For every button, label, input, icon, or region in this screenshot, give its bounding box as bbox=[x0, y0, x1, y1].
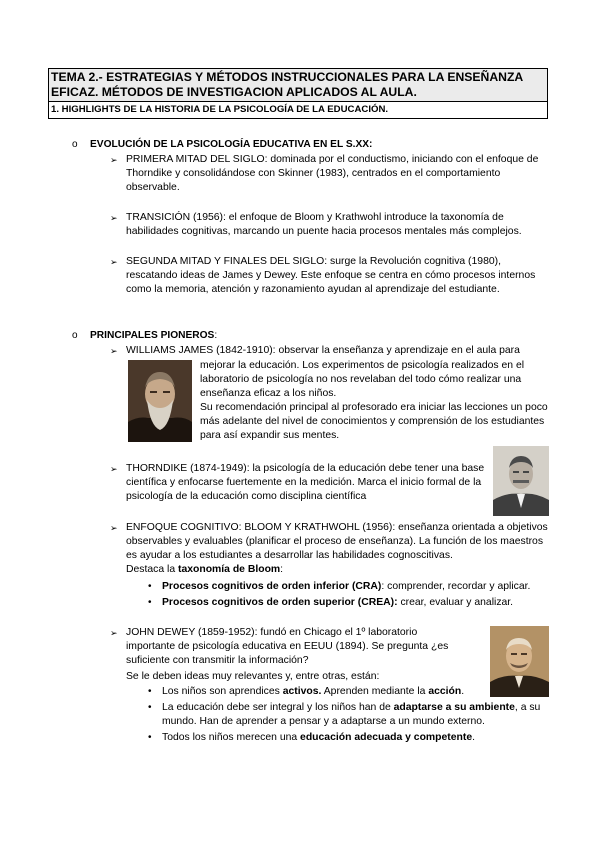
arrow-bullet-icon: ➢ bbox=[110, 464, 118, 474]
list-item-text: SEGUNDA MITAD Y FINALES DEL SIGLO: surge la Revolución cognitiva (1980), rescatando ideas de James y Dewey. Este enfoque se centra en cómo procesos internos como la memoria, atención y razonamiento ayudan al aprendizaje del estudiante. bbox=[126, 256, 536, 295]
bullet-bold: adaptarse a su ambiente bbox=[393, 702, 515, 713]
circle-bullet: o bbox=[72, 139, 78, 150]
circle-bullet: o bbox=[72, 330, 78, 341]
arrow-bullet-icon: ➢ bbox=[110, 213, 118, 223]
bullet-bold: activos. bbox=[282, 686, 322, 697]
bullet-rest: : comprender, recordar y aplicar. bbox=[381, 581, 531, 592]
arrow-bullet-icon: ➢ bbox=[110, 628, 118, 638]
bullet-bold: Procesos cognitivos de orden inferior (CRA) bbox=[162, 581, 382, 592]
bullet-text: Todos los niños merecen una bbox=[162, 732, 301, 743]
bullet-text: La educación debe ser integral y los niños han de bbox=[162, 702, 394, 713]
dot-bullet: • bbox=[148, 732, 152, 743]
list-item-dewey bbox=[110, 626, 450, 668]
bullet-text: , a su mundo. Han de aprender a pensar y a adaptarse a un mundo externo. bbox=[162, 702, 541, 727]
bullet-rest: crear, evaluar y analizar. bbox=[397, 597, 514, 608]
bullet-text: Aprenden mediante la bbox=[321, 686, 429, 697]
list-item-text: PRIMERA MITAD DEL SIGLO: dominada por el conductismo, iniciando con el enfoque de Thorndike y consolidándose con Skinner (1983), centrados en el comportamiento observable. bbox=[126, 154, 539, 193]
title-box bbox=[48, 68, 548, 119]
james-paragraph bbox=[200, 359, 550, 443]
taxonomy-intro bbox=[126, 563, 550, 577]
list-item-james bbox=[110, 344, 550, 358]
bullet-bold: acción bbox=[428, 686, 462, 697]
dewey-bullet bbox=[148, 731, 548, 745]
list-item-text: ENFOQUE COGNITIVO: BLOOM Y KRATHWOHL (1956): enseñanza orientada a objetivos observables y evaluables (planificar el proceso de enseñanza). La función de los maestros es ayudar a los estudiantes a desarrollar las habilidades cognoscitivas. bbox=[126, 522, 548, 561]
bullet-bold: educación adecuada y competente bbox=[300, 732, 473, 743]
arrow-bullet-icon: ➢ bbox=[110, 155, 118, 165]
bloom-bullet bbox=[148, 596, 548, 610]
portrait-thorndike bbox=[493, 446, 549, 516]
james-text-1: mejorar la educación. Los experimentos de psicología realizados en el laboratorio de psicología no nos revelaban del todo cómo realizar una enseñanza eficaz a los niños. bbox=[200, 360, 525, 399]
arrow-bullet-icon: ➢ bbox=[110, 523, 118, 533]
bullet-text: . bbox=[461, 686, 465, 697]
section-title: PRINCIPALES PIONEROS bbox=[90, 330, 215, 341]
section-title-colon: : bbox=[214, 330, 218, 341]
list-item bbox=[110, 153, 550, 195]
dot-bullet: • bbox=[148, 581, 152, 592]
list-item-bloom bbox=[110, 521, 550, 577]
document-title: TEMA 2.- ESTRATEGIAS Y MÉTODOS INSTRUCCIONALES PARA LA ENSEÑANZA EFICAZ. MÉTODOS DE INVESTIGACION APLICADOS AL AULA. bbox=[49, 69, 547, 102]
bullet-text: . bbox=[472, 732, 476, 743]
arrow-bullet-icon: ➢ bbox=[110, 257, 118, 267]
list-item bbox=[110, 211, 550, 239]
james-text-2: Su recomendación principal al profesorado era iniciar las lecciones un poco más adelante del nivel de conocimientos y comprensión de los estudiantes para así expandir sus mentes. bbox=[200, 402, 548, 441]
dot-bullet: • bbox=[148, 702, 152, 713]
taxonomy-prefix: Destaca la bbox=[126, 564, 178, 575]
dewey-bullet bbox=[148, 685, 548, 699]
list-item-thorndike bbox=[110, 462, 485, 504]
list-item-text: TRANSICIÓN (1956): el enfoque de Bloom y Krathwohl introduce la taxonomía de habilidades cognitivas, marcando un puente hacia procesos mentales más complejos. bbox=[126, 212, 522, 237]
taxonomy-bold: taxonomía de Bloom bbox=[177, 564, 281, 575]
taxonomy-suffix: : bbox=[280, 564, 284, 575]
section-title: EVOLUCIÓN DE LA PSICOLOGÍA EDUCATIVA EN EL S.XX: bbox=[90, 139, 373, 150]
list-item-text: JOHN DEWEY (1859-1952): fundó en Chicago el 1º laboratorio importante de psicología educativa en EEUU (1894). Se pregunta ¿es suficiente con transmitir la información? bbox=[126, 627, 449, 666]
arrow-bullet-icon: ➢ bbox=[110, 346, 118, 356]
dewey-bullet bbox=[148, 701, 548, 729]
list-item-text: WILLIAMS JAMES (1842-1910): observar la enseñanza y aprendizaje en el aula para bbox=[126, 345, 520, 356]
list-item bbox=[110, 255, 550, 297]
dot-bullet: • bbox=[148, 597, 152, 608]
portrait-william-james bbox=[128, 360, 192, 442]
bullet-bold: Procesos cognitivos de orden superior (CREA): bbox=[162, 597, 398, 608]
dot-bullet: • bbox=[148, 686, 152, 697]
section-heading: 1. HIGHLIGHTS DE LA HISTORIA DE LA PSICOLOGÍA DE LA EDUCACIÓN. bbox=[49, 102, 547, 118]
portrait-image bbox=[493, 446, 549, 516]
portrait-image bbox=[128, 360, 192, 442]
bloom-bullet bbox=[148, 580, 548, 594]
list-item-text: THORNDIKE (1874-1949): la psicología de la educación debe tener una base científica y enfocarse fuertemente en la medición. Marca el inicio formal de la psicología de la educación como disciplina científica bbox=[126, 463, 485, 502]
bullet-text: Los niños son aprendices bbox=[162, 686, 283, 697]
dewey-intro: Se le deben ideas muy relevantes y, entre otras, están: bbox=[126, 671, 380, 682]
